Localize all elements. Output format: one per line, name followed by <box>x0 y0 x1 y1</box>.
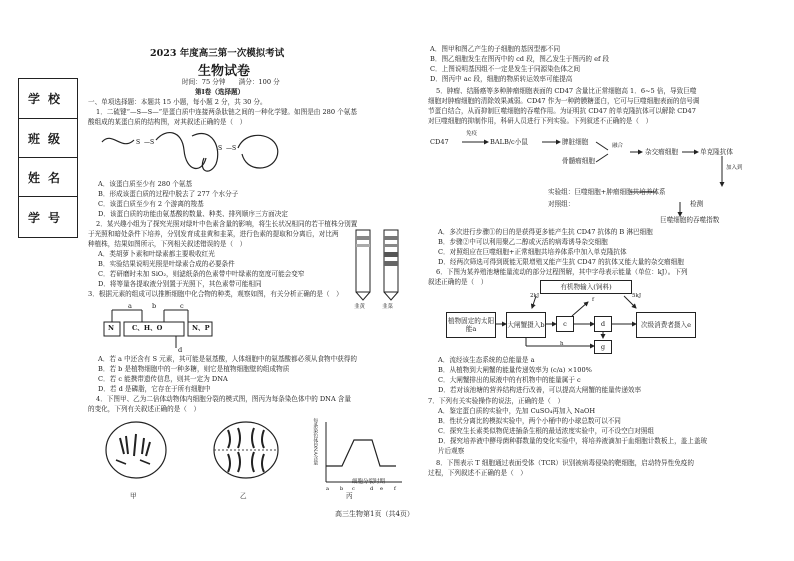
name-field: 姓名 <box>19 157 77 197</box>
spleen-label: 脾脏细胞 <box>562 138 589 146</box>
q6-opt-b: B．从植物到大闸蟹的能量传递效率为 (c/a) ×100% <box>438 366 592 374</box>
svg-text:f: f <box>394 486 396 492</box>
q6-line2: 叙述正确的是（ ） <box>428 278 488 286</box>
student-info-box <box>18 78 78 238</box>
tube-label-1: 韭黄 <box>354 304 366 310</box>
label-h: h <box>560 341 564 347</box>
control-group-label: 对照组： <box>548 200 575 208</box>
class-field: 班级 <box>19 118 77 158</box>
crab-box: 大闸蟹摄入b <box>506 312 546 338</box>
q6-opt-d: D．若对该池塘的营养结构进行改善，可以提高大闸蟹的能量传递效率 <box>438 386 642 394</box>
q3-opt-c: C．若 c 能携带遗传信息，则其一定为 DNA <box>98 375 228 383</box>
q5-opt-c: C．对照组应在巨噬细胞+正常细胞共培养体系中加入单克隆抗体 <box>438 248 627 256</box>
q5-line2: 细胞对肿瘤细胞的清除效果减弱。CD47 作为一种跨膜糖蛋白，它可与巨噬细胞表面的信号调 <box>428 97 700 105</box>
q5-line4: 对巨噬细胞的抑制作用，科研人员进行下列实验。下列叙述不正确的是（ ） <box>428 117 653 125</box>
q2-opt-d: D．将等量各提取液分别置于光照下，其色素带可能相同 <box>98 280 262 288</box>
element-composition-figure <box>100 300 240 354</box>
school-field: 学校 <box>27 92 68 106</box>
q3-line1: 3．根据元素的组成可以推断细胞中化合物的种类，观察如图，有关分析正确的是（ ） <box>88 290 343 298</box>
section-title: 第Ⅰ卷（选择题） <box>195 88 245 96</box>
cd47-label: CD47 <box>430 138 449 146</box>
add-label: 加入到 <box>726 165 743 171</box>
q1-opt-b: B．形成该蛋白质的过程中脱去了 277 个水分子 <box>98 190 239 198</box>
page-footer: 高三生物第1页（共4页） <box>335 510 414 518</box>
q3-label-c: c <box>180 302 184 310</box>
antibody-flow-arrows <box>430 128 750 228</box>
chromatography-tubes-figure <box>350 226 410 304</box>
fuse-label: 融合 <box>612 143 624 149</box>
experiment-group-label: 实验组：巨噬细胞+肿瘤细胞共培养体系 <box>548 188 666 196</box>
q7-opt-a: A．鉴定蛋白质的实验中，先加 CuSO₄再加入 NaOH <box>438 407 596 415</box>
immune-label: 免疫 <box>466 131 478 137</box>
q7-opt-b: B．性状分离比的模拟实验中，两个小桶中的小球总数可以不同 <box>438 417 621 425</box>
protein-structure-figure <box>92 128 292 178</box>
q3-opt-b: B．若 b 是植物细胞中的一种多糖，则它是植物细胞壁的组成物质 <box>98 365 290 373</box>
q2-line1: 2．某兴趣小组为了探究光照对绿叶中色素含量的影响，将生长状况相同的若干植株分别置 <box>96 220 358 228</box>
q5-opt-d: D．经两次筛选可得到既能无限增殖又能产生抗 CD47 的抗体又能大量的杂交瘤细胞 <box>438 258 684 266</box>
q7-line1: 7．下列有关实验操作的说法，正确的是（ ） <box>428 397 565 405</box>
q4-caption-yi: 乙 <box>240 492 247 500</box>
svg-text:—S: —S <box>226 145 237 152</box>
q6-opt-a: A．流经该生态系统的总能量是 a <box>438 356 535 364</box>
q4-caption-jia: 甲 <box>130 492 137 500</box>
q1-opt-d: D．该蛋白质的功能由氨基酸的数量、种类、排列顺序三方面决定 <box>98 210 288 218</box>
q2-opt-a: A．类胡萝卜素和叶绿素都主要吸收红光 <box>98 250 215 258</box>
q8-line1: 8．下图表示 T 细胞通过表面受体（TCR）识别被病毒侵染的靶细胞，启动特异性免疫的 <box>436 459 694 467</box>
q3-element-np: N、P <box>192 324 210 332</box>
q3-element-n: N <box>108 324 115 332</box>
svg-text:a: a <box>326 486 329 492</box>
svg-text:S: S <box>136 139 141 146</box>
hybrid-label: 杂交瘤细胞 <box>645 148 678 156</box>
q7-opt-d-cont: 片后观察 <box>438 447 465 455</box>
q4-opt-b: B．图乙细胞发生在图丙中的 cd 段，图乙发生于图丙的 ef 段 <box>430 55 610 63</box>
q5-opt-a: A．多次进行步骤①的目的是获得更多能产生抗 CD47 抗体的 B 淋巴细胞 <box>438 228 653 236</box>
myeloma-label: 骨髓瘤细胞 <box>562 157 595 165</box>
organic-input-box: 有机物输入(饲料) <box>540 280 632 294</box>
q5-line1: 5．肿瘤、结肠癌等多种肿瘤细胞表面的 CD47 含量比正常细胞高 1．6~5 倍，导致巨噬 <box>436 87 697 95</box>
svg-text:d: d <box>370 486 374 492</box>
q5-line3: 节蛋白结合，从而抑制巨噬细胞的吞噬作用。为证明抗 CD47 的单克隆抗体可以解除 CD47 <box>428 107 696 115</box>
q4-opt-a: A．图甲和图乙产生的子细胞的基因型都不同 <box>430 45 561 53</box>
mouse-label: BALB/c小鼠 <box>490 138 528 146</box>
svg-text:e: e <box>380 486 383 492</box>
q3-label-d: d <box>178 346 183 354</box>
secondary-consumer-box: 次级消费者摄入e <box>636 312 696 338</box>
q2-line2: 于光照和暗处条件下培养，分别发育成韭黄和韭菜，进行色素的提取和分离后，对比两 <box>88 230 339 238</box>
q4-opt-d: D．图丙中 ac 段，细胞的物质转运效率可能提高 <box>430 75 573 83</box>
tube-label-2: 韭菜 <box>382 304 394 310</box>
q3-element-cho: C、H、O <box>132 324 163 332</box>
q3-opt-a: A．若 a 中还含有 S 元素，其可能是氨基酸，人体细胞中的氨基酸都必须从食物中获得的 <box>98 355 357 363</box>
q2-opt-b: B．实验结果说明光照是叶绿素合成的必要条件 <box>98 260 235 268</box>
detect-label: 检测 <box>690 200 704 208</box>
q1-line1: 1．二硫键“—S—S—”是蛋白质中连接两条肽链之间的一种化学键。如图是由 280 个氨基 <box>96 108 357 116</box>
svg-text:b: b <box>340 486 344 492</box>
q3-opt-d: D．若 d 是磷脂，它存在于所有细胞中 <box>98 385 211 393</box>
producer-box: 植物固定的太阳能a <box>446 312 496 338</box>
q6-line1: 6．下图为某养殖池塘能量流动的部分过程图解，其中字母表示能量（单位：kJ）。下列 <box>436 268 688 276</box>
q7-opt-d: D．探究培养液中酵母菌种群数量的变化实验中，将培养液滴加于血细胞计数板上，盖上盖玻 <box>438 437 708 445</box>
exam-title: 2023 年度高三第一次模拟考试 <box>150 48 285 59</box>
q5-opt-b: B．步骤②中可以利用聚乙二醇或灭活的病毒诱导杂交细胞 <box>438 238 608 246</box>
svg-text:—S: —S <box>144 139 155 146</box>
mab-label: 单克隆抗体 <box>700 148 733 156</box>
q2-opt-c: C．若研磨时未加 SiO₂，则滤纸条的色素带中叶绿素的宽度可能会变窄 <box>98 270 305 278</box>
label-f: f <box>592 297 595 303</box>
phagocytic-index-label: 巨噬细胞的吞噬指数 <box>660 216 720 224</box>
energy-5kj: 5kJ <box>632 293 642 299</box>
subject-title: 生物试卷 <box>198 64 251 79</box>
q2-line3: 种植株，结果如图所示，下列相关叙述错误的是（ ） <box>88 240 247 248</box>
svg-text:c: c <box>352 486 355 492</box>
q4-yaxis-label: 每条染色体DNA含量 <box>312 418 319 465</box>
svg-text:S: S <box>218 145 223 152</box>
q3-label-a: a <box>128 302 132 310</box>
q1-opt-c: C．该蛋白质至少有 2 个游离的羧基 <box>98 200 204 208</box>
student-id-field: 学号 <box>19 196 77 238</box>
part1-heading: 一、单项选择题：本题共 15 小题，每小题 2 分，共 30 分。 <box>88 98 267 106</box>
q1-line2: 酸组成的某蛋白质的结构图，对其叙述正确的是（ ） <box>88 118 247 126</box>
q7-opt-c: C．探究生长素类似物促进插条生根的最适浓度实验中，可不设空白对照组 <box>438 427 655 435</box>
q4-caption-bing: 丙 <box>346 492 353 500</box>
q4-opt-c: C．上图说明基因组不一定是发生于同源染色体之间 <box>430 65 581 73</box>
q8-line2: 过程，下列叙述不正确的是（ ） <box>428 469 527 477</box>
exam-meta: 时间：75 分钟 满分：100 分 <box>182 78 280 86</box>
box-c: c <box>556 316 574 332</box>
box-d: d <box>594 316 612 332</box>
q4-line1: 4．下图甲、乙为二倍体动物体内细胞分裂的模式图，图丙为每条染色体中的 DNA 含量 <box>96 395 351 403</box>
q4-xaxis-label: 细胞分裂时期 <box>352 479 386 485</box>
q6-opt-c: C．大闸蟹排出的尿液中的有机物中的能量属于 c <box>438 376 581 384</box>
energy-2kj: 2kJ <box>530 293 540 299</box>
q1-opt-a: A．该蛋白质至少有 280 个氨基 <box>98 180 193 188</box>
box-g: g <box>594 340 612 354</box>
q3-label-b: b <box>152 302 157 310</box>
q4-line2: 的变化，下列有关叙述正确的是（ ） <box>88 405 201 413</box>
